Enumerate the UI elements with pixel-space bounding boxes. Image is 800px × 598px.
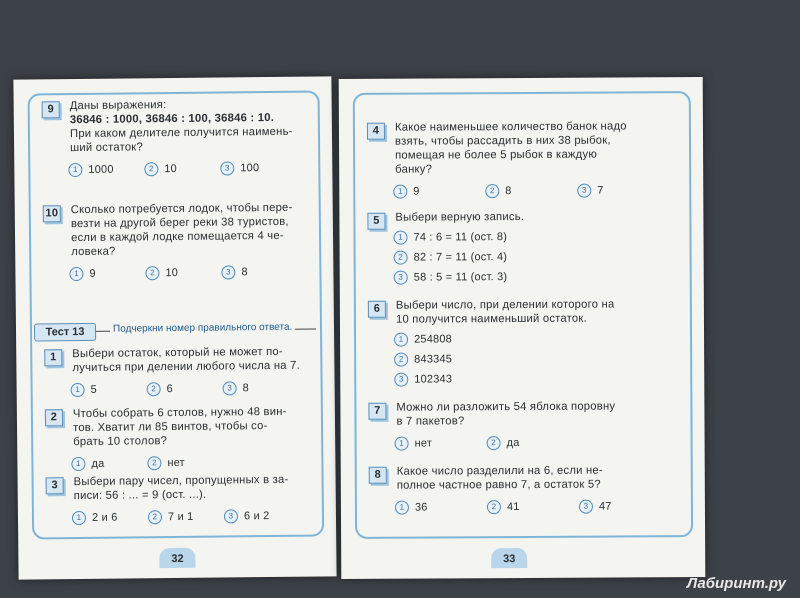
- left-page-frame: [28, 90, 325, 539]
- option-circle-icon: 2: [394, 251, 408, 265]
- option-circle-icon: 1: [395, 437, 409, 451]
- option-circle-icon: 1: [394, 333, 408, 347]
- option-circle-icon: 3: [579, 500, 593, 514]
- option-3[interactable]: 3 58 : 5 = 11 (ост. 3): [394, 269, 682, 285]
- answer-options: [395, 499, 683, 515]
- option-circle-icon: 2: [394, 353, 408, 367]
- page-number: 33: [491, 548, 527, 568]
- test-question-5: [367, 209, 681, 285]
- answer-options: [393, 229, 681, 285]
- option-1[interactable]: 1 9: [393, 184, 485, 198]
- option-3[interactable]: 3 8: [223, 381, 249, 395]
- option-circle-icon: 1: [69, 267, 83, 281]
- option-circle-icon: 3: [220, 161, 234, 175]
- option-circle-icon: 2: [485, 184, 499, 198]
- test-header: [34, 319, 316, 342]
- answer-options: [395, 435, 683, 451]
- option-circle-icon: 2: [144, 162, 158, 176]
- option-2[interactable]: 2 82 : 7 = 11 (ост. 4): [394, 249, 682, 265]
- question-number: 4: [367, 123, 385, 140]
- question-text: Чтобы собрать 6 столов, нужно 48 вин- тов. Хватит ли 85 винтов, чтобы со- брать 10 столов?: [72, 405, 287, 449]
- option-2[interactable]: 2 7 и 1: [148, 509, 224, 524]
- option-circle-icon: 1: [72, 511, 86, 525]
- watermark: Лабиринт.ру: [686, 575, 786, 592]
- option-circle-icon: 2: [487, 500, 501, 514]
- question-text: Даны выражения: 36846 : 1000, 36846 : 100, 36846 : 10. При каком делителе получится наимень- ший остаток?: [69, 99, 293, 155]
- test-question-6: [368, 297, 682, 387]
- question-number: 6: [368, 301, 386, 318]
- answer-options: [68, 161, 310, 178]
- option-1[interactable]: 1 1000: [68, 162, 144, 177]
- option-3[interactable]: 3 47: [579, 500, 612, 514]
- option-2[interactable]: 2 да: [487, 436, 520, 450]
- option-circle-icon: 1: [393, 185, 407, 199]
- question-text: Выбери остаток, который не может по- лучиться при делении любого числа на 7.: [72, 345, 300, 375]
- option-circle-icon: 1: [71, 383, 85, 397]
- option-3[interactable]: 3 6 и 2: [224, 509, 270, 523]
- option-1[interactable]: 1 36: [395, 500, 487, 514]
- test-question-3: [46, 473, 315, 526]
- test-question-1: [44, 345, 313, 398]
- test-question-8: [369, 463, 683, 515]
- page-number: 32: [159, 548, 195, 568]
- option-circle-icon: 2: [487, 436, 501, 450]
- option-circle-icon: 3: [577, 184, 591, 198]
- option-circle-icon: 2: [147, 382, 161, 396]
- option-2[interactable]: 2 10: [145, 266, 221, 281]
- right-page: [339, 77, 706, 579]
- question-9: [42, 97, 311, 178]
- option-3[interactable]: 3 7: [577, 184, 603, 198]
- option-3[interactable]: 3 8: [221, 265, 247, 279]
- question-text: Выбери верную запись.: [395, 210, 525, 224]
- test-instruction: Подчеркни номер правильного ответа.: [110, 322, 295, 335]
- right-page-frame: [353, 91, 693, 539]
- option-1[interactable]: 1 нет: [395, 436, 487, 450]
- question-text: Какое число разделили на 6, если не- полное частное равно 7, а остаток 5?: [396, 464, 603, 492]
- question-number: 8: [369, 467, 387, 484]
- test-label: Тест 13: [34, 323, 96, 342]
- question-number: 5: [367, 213, 385, 230]
- question-number: 2: [45, 409, 63, 426]
- option-3[interactable]: 3 100: [220, 161, 259, 175]
- option-2[interactable]: 2 нет: [147, 456, 185, 470]
- answer-options: [393, 183, 681, 199]
- question-text: Можно ли разложить 54 яблока поровну в 7 пакетов?: [396, 400, 616, 428]
- option-circle-icon: 3: [224, 509, 238, 523]
- question-number: 1: [44, 349, 62, 366]
- option-circle-icon: 3: [221, 265, 235, 279]
- option-circle-icon: 3: [223, 381, 237, 395]
- test-question-2: [45, 405, 314, 472]
- answer-options: [394, 331, 682, 387]
- option-1[interactable]: 1 74 : 6 = 11 (ост. 8): [393, 229, 681, 245]
- option-2[interactable]: 2 41: [487, 500, 579, 514]
- option-3[interactable]: 3 102343: [394, 371, 682, 387]
- option-2[interactable]: 2 843345: [394, 351, 682, 367]
- option-circle-icon: 1: [393, 231, 407, 245]
- option-circle-icon: 1: [395, 501, 409, 515]
- option-1[interactable]: 1 да: [71, 456, 147, 471]
- option-2[interactable]: 2 10: [144, 162, 220, 177]
- question-10: [43, 201, 312, 282]
- option-1[interactable]: 1 254808: [394, 331, 682, 347]
- test-question-4: [367, 119, 681, 199]
- option-1[interactable]: 1 5: [71, 382, 147, 397]
- question-number: 9: [42, 101, 60, 118]
- option-circle-icon: 1: [68, 163, 82, 177]
- option-1[interactable]: 1 2 и 6: [72, 510, 148, 525]
- left-page: [13, 76, 336, 579]
- question-number: 3: [46, 477, 64, 494]
- question-text: Сколько потребуется лодок, чтобы пере- везти на другой берег реки 38 туристов, если в каждой лодке помещается 4 че- ловека?: [70, 201, 293, 259]
- test-question-7: [368, 399, 682, 451]
- option-1[interactable]: 1 9: [69, 266, 145, 281]
- option-2[interactable]: 2 6: [147, 382, 223, 397]
- option-circle-icon: 2: [148, 510, 162, 524]
- answer-options: [72, 509, 314, 526]
- option-circle-icon: 2: [147, 456, 161, 470]
- question-text: Какое наименьшее количество банок надо взять, чтобы рассадить в них 38 рыбок, помещая не более 5 рыбок в каждую банку?: [394, 120, 627, 176]
- answer-options: [69, 265, 311, 282]
- option-circle-icon: 3: [394, 271, 408, 285]
- answer-options: [71, 455, 313, 472]
- question-number: 10: [43, 205, 61, 222]
- question-text: Выбери пару чисел, пропущенных в за- писи: 56 : ... = 9 (ост. ...).: [73, 473, 289, 503]
- answer-options: [71, 381, 313, 398]
- option-circle-icon: 1: [71, 457, 85, 471]
- question-number: 7: [368, 403, 386, 420]
- option-circle-icon: 2: [145, 266, 159, 280]
- question-text: Выбери число, при делении которого на 10 получится наименьший остаток.: [395, 298, 615, 326]
- option-circle-icon: 3: [394, 373, 408, 387]
- option-2[interactable]: 2 8: [485, 184, 577, 198]
